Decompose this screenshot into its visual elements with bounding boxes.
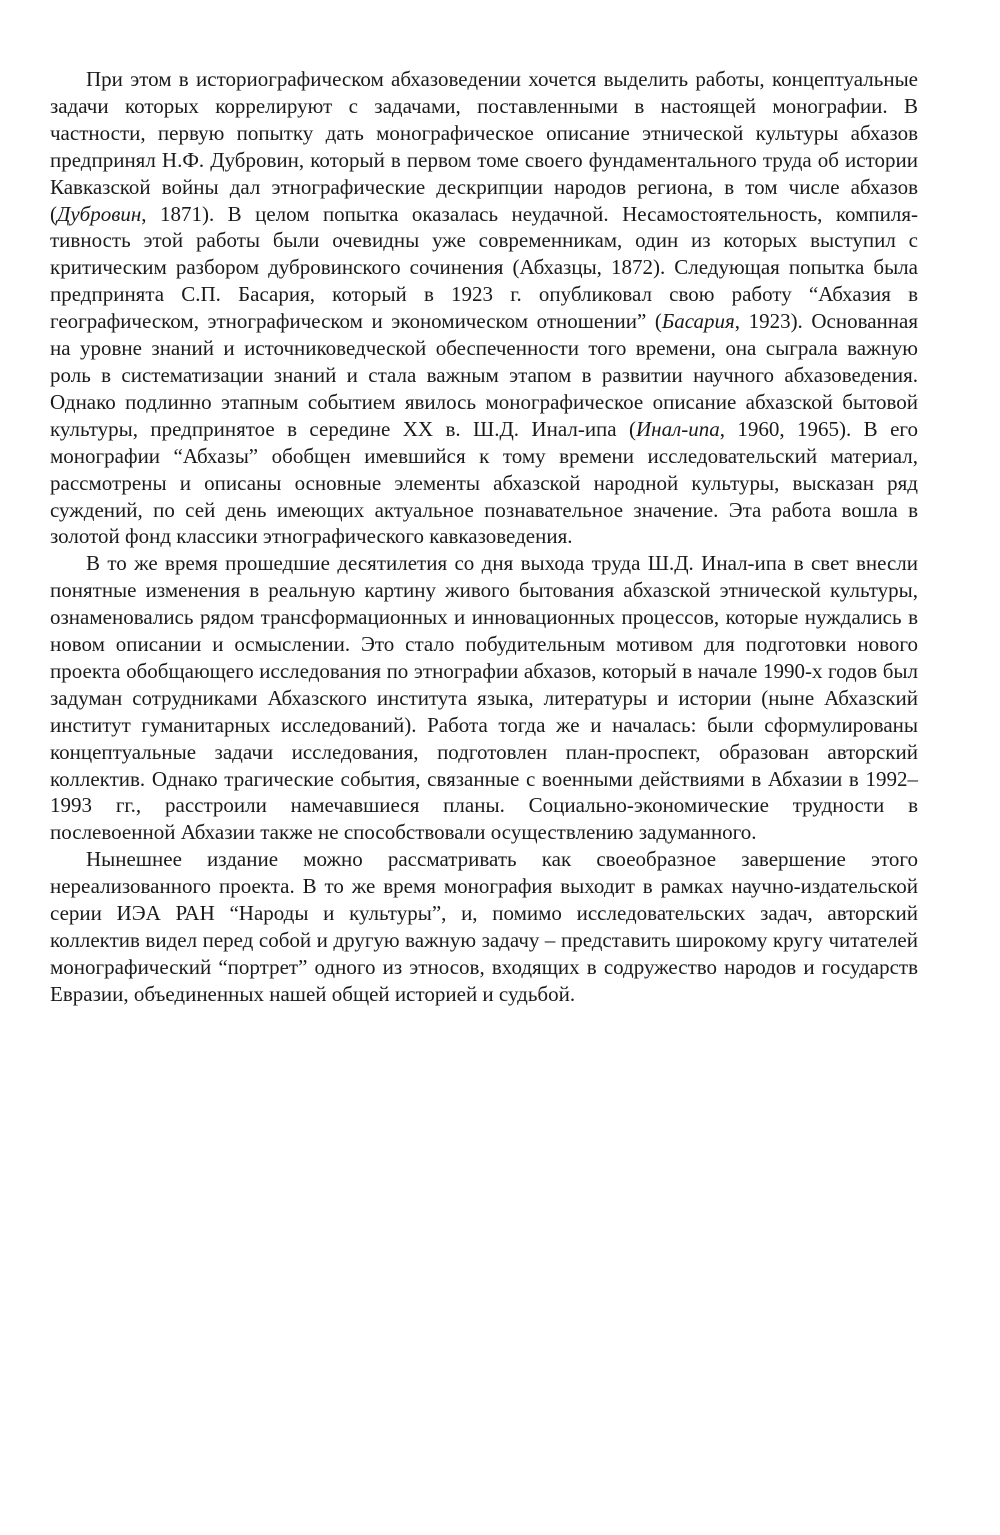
citation-author: Дубровин	[57, 201, 142, 226]
paragraph-text: , 1923). Основанная на уровне знаний и источниковедческой обеспеченности того времени, она сыграла важную роль в систематизации знаний и стала важным этапом в развитии научного абхазоведения. Однако подлинно этапным событием явилось монографическое описание абхазской бытовой культуры, предпринятое в середине XX в. Ш.Д. Инал-ипа (	[50, 309, 919, 441]
paragraph-text: В то же время прошедшие десятилетия со дня выхода труда Ш.Д. Инал-ипа в свет внесли понятные изменения в реальную картину живого бытования абхазской этнической культуры, ознаменовались рядом трансформационных и инновационных процессов, которые нуждались в новом описании и осмыслении. Это стало побудительным мотивом для подготовки нового проекта обобщающего исследования по этнографии абхазов, который в начале 1990-х годов был задуман сотрудниками Абхазского института языка, литературы и истории (ныне Абхазский институт гуманитарных исследований). Работа тогда же и началась: были сформулированы концептуальные задачи исследования, подготовлен план-проспект, образован авторский коллектив. Однако трагические события, связанные с военными действиями в Абхазии в 1992–1993 гг., расстроили намечавшиеся планы. Социально-экономические трудности в послевоенной Абхазии также не способствовали осуществлению задуманного.	[50, 551, 918, 845]
citation-author: Басария	[661, 309, 735, 334]
paragraph-text: Нынешнее издание можно рассматривать как своеобразное завершение этого нереализованного проекта. В то же время монография выходит в рамках научно-издательской серии ИЭА РАН “Народы и культуры”, и, помимо исследовательских задач, авторский коллектив видел перед собой и другую важную задачу – представить широкому кругу читателей монографический “портрет” одного из этносов, входящих в содружество народов и государств Евразии, объединенных нашей общей историей и судьбой.	[50, 847, 918, 1006]
document-page	[50, 66, 918, 1008]
paragraph-historiography	[50, 66, 918, 550]
paragraph-text: , 1960, 1965). В его монографии “Абхазы” обобщен имевшийся к тому времени исследовательский материал, рассмотрены и описаны основные элементы абхазской народной культуры, высказан ряд суждений, по сей день имеющих актуальное познавательное значение. Эта работа вошла в золотой фонд классики этнографического кавказоведения.	[50, 416, 918, 549]
paragraph-project-history	[50, 550, 918, 846]
paragraph-current-edition	[50, 846, 918, 1007]
citation-author: Инал-ипа	[636, 416, 720, 441]
paragraph-text: , 1871). В целом попытка оказалась неудачной. Несамостоятельность, компилятивность этой работы были очевидны уже современникам, один из которых выступил с критическим разбором дубровинского сочинения (Абхазцы, 1872). Следующая попытка была предпринята С.П. Басария, который в 1923 г. опубликовал свою работу “Абхазия в географическом, этнографическом и экономическом отношении” (	[50, 201, 918, 334]
paragraph-text: При этом в историографическом абхазоведении хочется выделить работы, концептуальные задачи которых коррелируют с задачами, поставленными в настоящей монографии. В частности, первую попытку дать монографическое описание этнической культуры абхазов предпринял Н.Ф. Дубровин, который в первом томе своего фундаментального труда об истории Кавказской войны дал этнографические дескрипции народов региона, в том числе абхазов (	[50, 67, 918, 226]
